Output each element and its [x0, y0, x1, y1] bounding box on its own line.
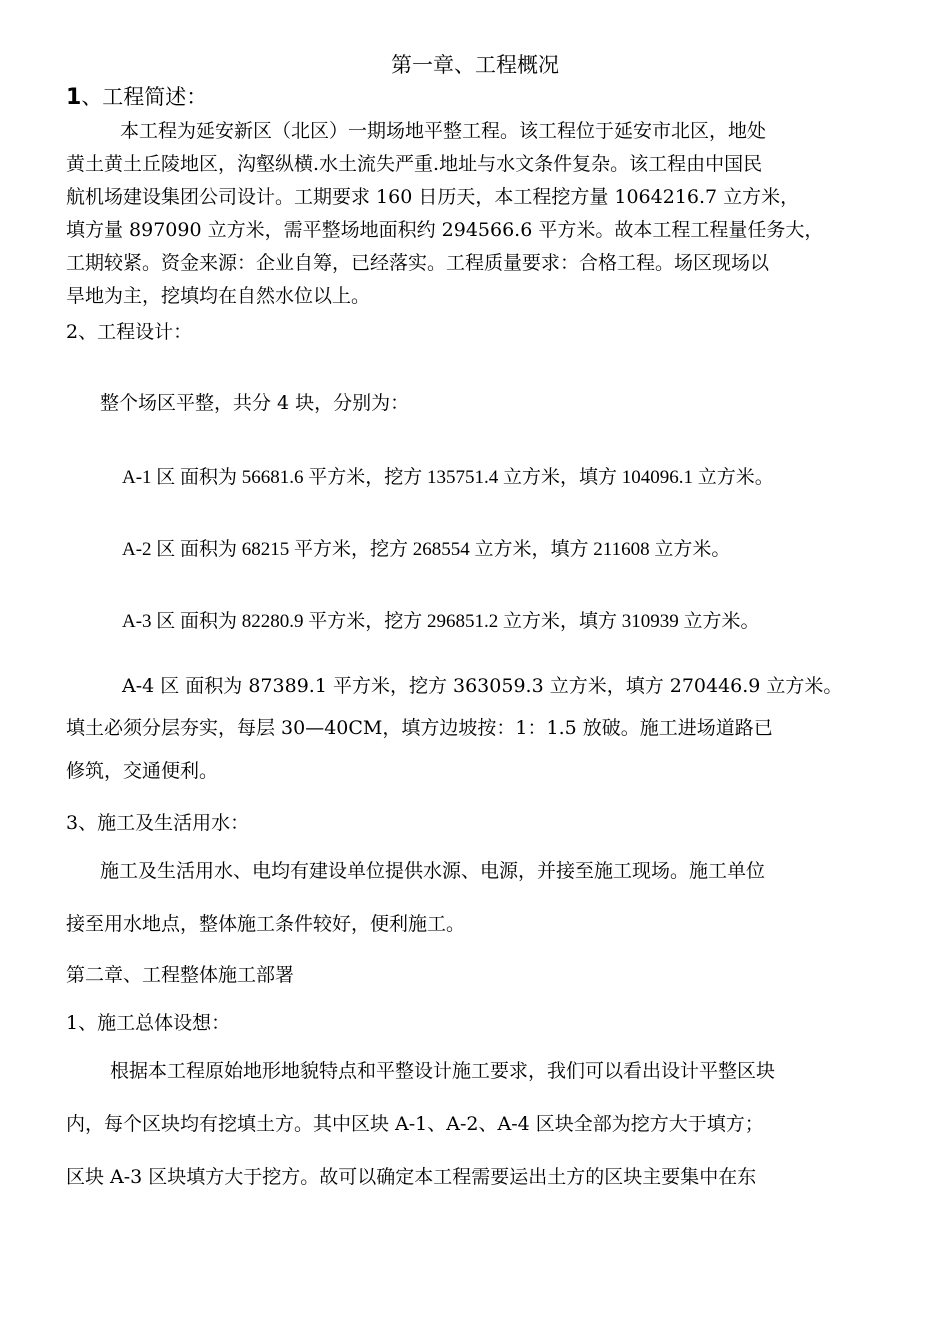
zone-a1: A-1 区 面积为 56681.6 平方米，挖方 135751.4 立方米，填方 104096.1 立方米。 [122, 467, 774, 488]
section1-heading [66, 85, 207, 110]
paragraph-line: 旱地为主，挖填均在自然水位以上。 [66, 285, 371, 307]
chapter2-title: 第二章、工程整体施工部署 [66, 964, 295, 986]
section3-heading: 3、施工及生活用水： [66, 812, 250, 834]
paragraph-line: 本工程为延安新区（北区）一期场地平整工程。该工程位于延安市北区，地处 [120, 120, 767, 142]
paragraph-line: 黄土黄土丘陵地区，沟壑纵横.水土流失严重.地址与水文条件复杂。该工程由中国民 [66, 153, 763, 175]
zone-a4: A-4 区 面积为 87389.1 平方米，挖方 363059.3 立方米，填方 270446.9 立方米。 [122, 675, 843, 697]
chapter2-section1-heading: 1、施工总体设想： [66, 1012, 231, 1034]
paragraph-line: 根据本工程原始地形地貌特点和平整设计施工要求，我们可以看出设计平整区块 [110, 1060, 776, 1082]
zone-a2: A-2 区 面积为 68215 平方米，挖方 268554 立方米，填方 211608 立方米。 [122, 539, 731, 560]
section1-heading-text: 、工程简述： [81, 85, 208, 109]
paragraph-line: 内，每个区块均有挖填土方。其中区块 A-1、A-2、A-4 区块全部为挖方大于填方； [66, 1113, 764, 1135]
zone-a3: A-3 区 面积为 82280.9 平方米，挖方 296851.2 立方米，填方 310939 立方米。 [122, 611, 760, 632]
paragraph-line: 工期较紧。资金来源：企业自筹，已经落实。工程质量要求：合格工程。场区现场以 [66, 252, 770, 274]
section2-heading: 2、工程设计： [66, 321, 193, 343]
paragraph-line: 修筑，交通便利。 [66, 760, 219, 782]
paragraph-line: 填方量 897090 立方米，需平整场地面积约 294566.6 平方米。故本工程工程量任务大， [66, 219, 824, 241]
paragraph-line: 施工及生活用水、电均有建设单位提供水源、电源，并接至施工现场。施工单位 [100, 860, 766, 882]
paragraph-line: 航机场建设集团公司设计。工期要求 160 日历天，本工程挖方量 1064216.7 立方米， [66, 186, 800, 208]
section1-number: 1 [66, 85, 82, 110]
paragraph-line: 区块 A-3 区块填方大于挖方。故可以确定本工程需要运出土方的区块主要集中在东 [66, 1166, 757, 1188]
paragraph-line: 填土必须分层夯实，每层 30—40CM，填方边坡按：1：1.5 放破。施工进场道路已 [66, 717, 773, 739]
paragraph-line: 接至用水地点，整体施工条件较好，便利施工。 [66, 913, 466, 935]
chapter1-title: 第一章、工程概况 [391, 53, 559, 77]
zones-intro: 整个场区平整，共分 4 块，分别为： [100, 392, 410, 414]
